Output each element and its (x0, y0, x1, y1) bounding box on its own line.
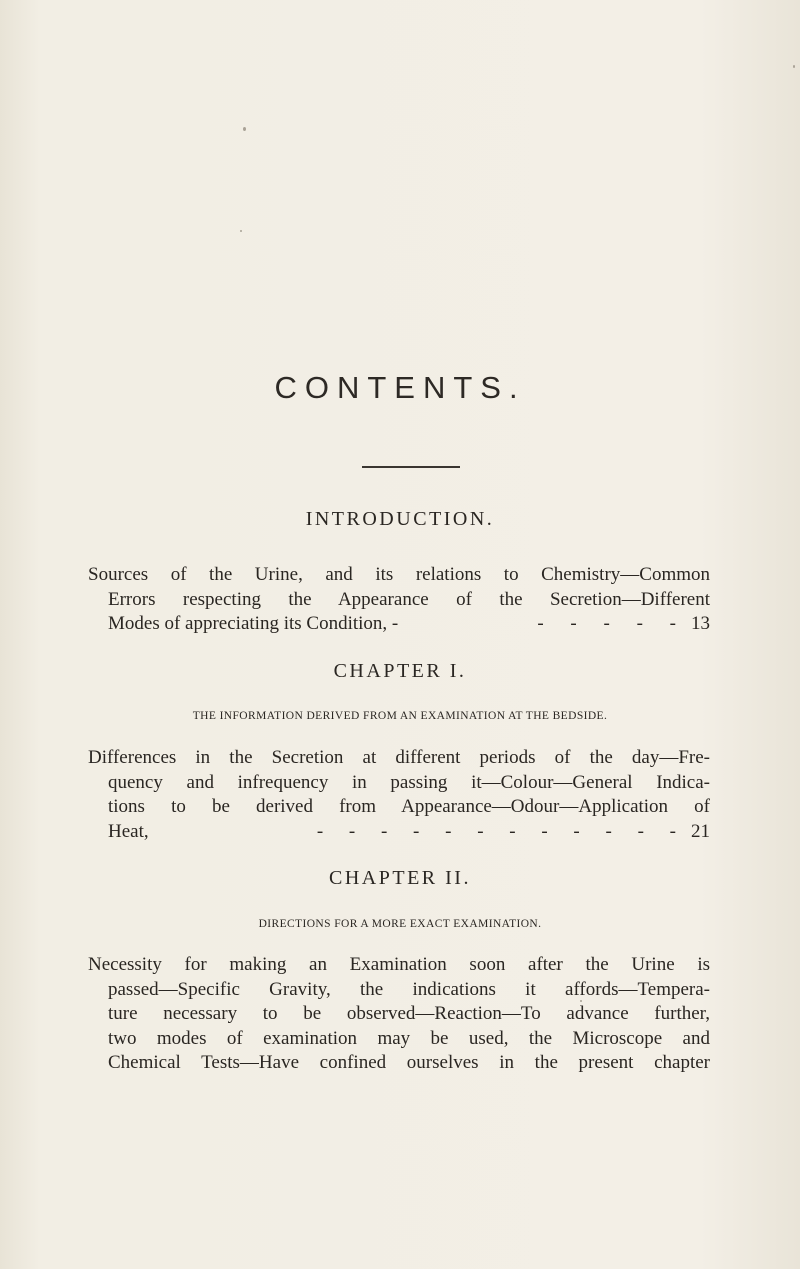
toc-entry-chapter-2 (88, 953, 710, 1076)
toc-entry-introduction (88, 563, 710, 637)
toc-entry-line: quency and infrequency in passing it—Colour—General Indica- (108, 771, 710, 793)
title-divider (362, 466, 460, 468)
section-heading-introduction: INTRODUCTION. (305, 508, 495, 530)
toc-entry-line: Sources of the Urine, and its relations to Chemistry—Common (88, 564, 710, 585)
toc-entry-line: Differences in the Secretion at different periods of the day—Fre- (88, 747, 710, 768)
toc-entry-line: ture necessary to be observed—Reaction—To advance further, (108, 1003, 710, 1024)
dot-leader: - - - - - (537, 613, 676, 634)
toc-entry-last-line (88, 612, 710, 637)
page-number: 13 (691, 613, 710, 634)
page-number: 21 (691, 820, 710, 842)
section-heading-chapter-2: CHAPTER II. (329, 867, 471, 889)
toc-entry-line: tions to be derived from Appearance—Odour—Application of (108, 796, 710, 817)
toc-entry-line: Necessity for making an Examination soon after the Urine is (88, 954, 710, 975)
toc-entry-line: two modes of examination may be used, the Microscope and (108, 1027, 710, 1049)
toc-entry-line: Modes of appreciating its Condition, - (108, 613, 399, 634)
section-heading-chapter-1: CHAPTER I. (333, 660, 467, 682)
dot-leader: - - - - - - - - - - - - (316, 820, 676, 842)
toc-entry-last-line (88, 820, 710, 845)
section-subheading-chapter-2: DIRECTIONS FOR A MORE EXACT EXAMINATION. (258, 918, 542, 930)
page-title: CONTENTS. (274, 370, 526, 405)
toc-entry-line: passed—Specific Gravity, the indications it affords—Tempera- (108, 978, 710, 1000)
toc-entry-line: Heat, (108, 820, 149, 842)
toc-entry-line: Chemical Tests—Have confined ourselves in the present chapter (108, 1052, 710, 1073)
section-subheading-chapter-1: THE INFORMATION DERIVED FROM AN EXAMINATION AT THE BEDSIDE. (192, 710, 608, 722)
toc-entry-line: Errors respecting the Appearance of the Secretion—Different (108, 588, 710, 610)
toc-entry-chapter-1 (88, 746, 710, 844)
